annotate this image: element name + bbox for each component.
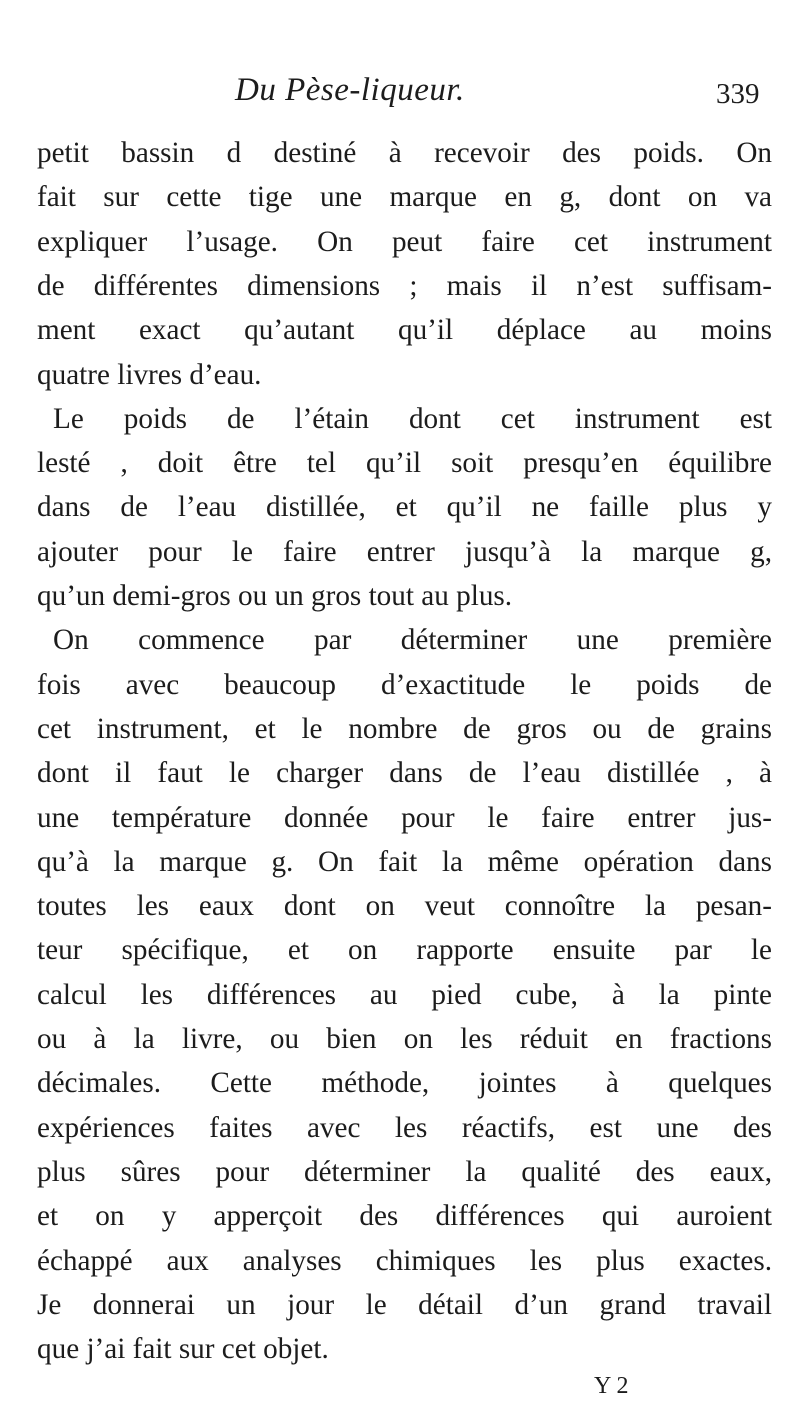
text-line: teur spécifique, et on rapporte ensuite par le: [37, 934, 772, 967]
text-line: fois avec beaucoup d’exactitude le poids de: [37, 668, 772, 701]
text-line: une température donnée pour le faire entrer jus-: [37, 801, 772, 834]
signature-mark: Y 2: [594, 1373, 629, 1399]
text-line: quatre livres d’eau.: [37, 358, 262, 391]
text-line: fait sur cette tige une marque en g, dont on va: [37, 181, 772, 214]
text-line: expliquer l’usage. On peut faire cet instrument: [37, 225, 772, 258]
text-line: de différentes dimensions ; mais il n’est suffisam-: [37, 269, 772, 302]
text-line: petit bassin d destiné à recevoir des poids. On: [37, 137, 772, 169]
text-line: toutes les eaux dont on veut connoître la pesan-: [37, 890, 772, 923]
paragraph-start-line: On commence par déterminer une première: [53, 624, 772, 657]
text-line: Je donnerai un jour le détail d’un grand travail: [37, 1288, 772, 1321]
text-line: qu’un demi-gros ou un gros tout au plus.: [37, 580, 513, 612]
text-line: ajouter pour le faire entrer jusqu’à la marque g,: [37, 535, 772, 568]
text-line: décimales. Cette méthode, jointes à quelques: [37, 1067, 772, 1100]
text-line: calcul les différences au pied cube, à la pinte: [37, 978, 772, 1011]
running-head: [0, 72, 800, 122]
text-line: dans de l’eau distillée, et qu’il ne faille plus y: [37, 491, 772, 524]
text-line: qu’à la marque g. On fait la même opération dans: [37, 845, 772, 878]
text-line: cet instrument, et le nombre de gros ou de grains: [37, 712, 772, 745]
text-line: plus sûres pour déterminer la qualité des eaux,: [37, 1155, 772, 1188]
text-line: dont il faut le charger dans de l’eau distillée , à: [37, 757, 772, 790]
text-line: ment exact qu’autant qu’il déplace au moins: [37, 314, 772, 347]
text-line: et on y apperçoit des différences qui auroient: [37, 1200, 772, 1233]
paragraph-start-line: Le poids de l’étain dont cet instrument est: [53, 402, 772, 435]
page-number: 339: [716, 78, 760, 110]
running-title: Du Pèse-liqueur.: [235, 72, 465, 108]
text-line: expériences faites avec les réactifs, est une des: [37, 1111, 772, 1144]
text-line: que j’ai fait sur cet objet.: [37, 1333, 329, 1366]
text-line: lesté , doit être tel qu’il soit presqu’en équilibre: [37, 447, 772, 480]
text-line: ou à la livre, ou bien on les réduit en fractions: [37, 1023, 772, 1055]
text-line: échappé aux analyses chimiques les plus exactes.: [37, 1244, 772, 1277]
